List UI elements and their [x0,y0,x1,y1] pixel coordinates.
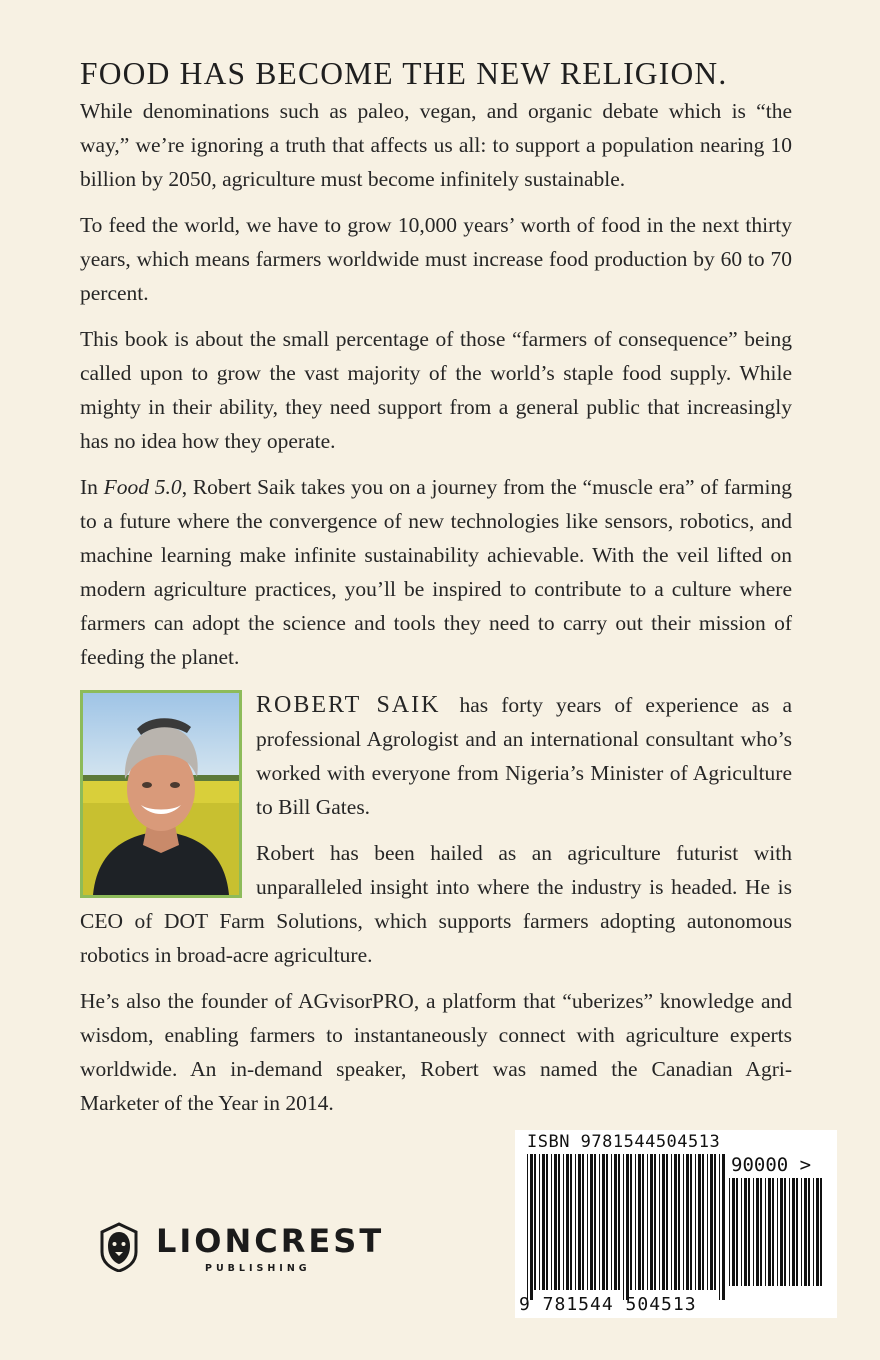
barcode-bar [635,1154,636,1290]
barcode-bar [611,1154,612,1290]
barcode-bar [714,1154,716,1290]
lion-head-icon [98,1222,140,1272]
author-bio-career: Robert has been hailed as an agriculture futurist with unparalleled insight into where the industry is headed. He is CEO of DOT Farm Solutions, which supports farmers adopting autonomous robotics in broad-acre agriculture. [80,841,792,967]
barcode-bar [575,1154,576,1290]
barcode-bar [671,1154,672,1290]
barcode-bar [539,1154,540,1290]
barcode-bar [623,1154,624,1300]
barcode-bar [554,1154,557,1290]
author-bio [80,688,792,1120]
barcode-bar [530,1154,533,1300]
barcode-bar [772,1178,774,1286]
barcode-bar [686,1154,689,1290]
barcode-bar [796,1178,798,1286]
barcode-bar [602,1154,605,1290]
barcode-bar [674,1154,677,1290]
summary-text: , Robert Saik takes you on a journey from the “muscle era” of farming to a future where the convergence of new technologies like sensors, robotics, and machine learning make infinite sustainability achievable. With the veil lifted on modern agriculture practices, you’ll be inspired to contribute to a culture where farmers can adopt the science and tools they need to carry out their mission of feeding the planet. [80,475,792,669]
barcode-bar [546,1154,548,1290]
paragraph-feed-world: To feed the world, we have to grow 10,000 years’ worth of food in the next thirty years, which means farmers worldwide must increase food production by 60 to 70 percent. [80,213,792,305]
barcode-bar [578,1154,581,1290]
barcode-bar [760,1178,762,1286]
barcode-bar [590,1154,593,1290]
barcode-bar [570,1154,572,1290]
price-code: 90000 > [731,1154,812,1176]
isbn-label: ISBN 9781544504513 [527,1132,721,1152]
barcode-bar [662,1154,665,1290]
barcode-bar [582,1154,584,1290]
cover-text [80,52,792,1132]
barcode-bar [813,1178,814,1286]
barcode-bar [756,1178,759,1286]
barcode-bar [777,1178,778,1286]
barcode-bar [719,1154,720,1300]
barcode-bar [542,1154,545,1290]
barcode-bar [626,1154,629,1300]
barcode-bar [816,1178,819,1286]
barcode-bar [527,1154,528,1300]
barcode-bar [614,1154,617,1290]
barcode-bar [808,1178,810,1286]
headline: FOOD HAS BECOME THE NEW RELIGION. [80,56,728,91]
paragraph-book-summary [80,470,792,674]
barcode-bar [551,1154,552,1290]
author-photo [80,690,242,898]
barcode-bar [789,1178,790,1286]
barcode-main-bars [527,1154,725,1300]
barcode-bar [804,1178,807,1286]
barcode-bar [659,1154,660,1290]
publisher-logo [98,1222,398,1282]
barcode-bar [690,1154,692,1290]
summary-prefix: In [80,475,104,499]
barcode-bar [784,1178,786,1286]
publisher-subtitle: PUBLISHING [205,1263,311,1274]
barcode-bar [638,1154,641,1290]
barcode-bar [768,1178,771,1286]
barcode-bar [654,1154,656,1290]
barcode-bar [732,1178,735,1286]
barcode-bar [630,1154,632,1290]
barcode-bar [741,1178,742,1286]
barcode-bar [678,1154,680,1290]
barcode-bar [606,1154,608,1290]
book-title: Food 5.0 [103,475,182,499]
barcode-bar [744,1178,747,1286]
paragraph-intro: While denominations such as paleo, vegan, and organic debate which is “the way,” we’re ignoring a truth that affects us all: to support a population nearing 10 billion by 2050, agriculture must become infinitely sustainable. [80,99,792,191]
barcode-bar [753,1178,754,1286]
barcode-digits: 9 781544 504513 [519,1294,697,1315]
paragraph-farmers: This book is about the small percentage of those “farmers of consequence” being called upon to grow the vast majority of the world’s staple food supply. While mighty in their ability, they need support from a general public that increasingly has no idea how they operate. [80,327,792,453]
author-bio-text: has forty years of experience as a professional Agrologist and an international consultant who’s worked with everyone from Nigeria’s Minister of Agriculture to Bill Gates. [256,693,792,819]
barcode-bar [736,1178,738,1286]
barcode-bar [820,1178,822,1286]
barcode-bar [792,1178,795,1286]
barcode-bar [594,1154,596,1290]
isbn-barcode [515,1130,837,1318]
publisher-name: LIONCREST [156,1222,385,1260]
barcode-bar [534,1154,536,1290]
barcode-bar [666,1154,668,1290]
barcode-bar [566,1154,569,1290]
barcode-bar [618,1154,620,1290]
barcode-bar [765,1178,766,1286]
barcode-addon-bars [729,1178,825,1296]
barcode-bar [642,1154,644,1290]
barcode-bar [801,1178,802,1286]
author-name: ROBERT SAIK [256,692,441,718]
barcode-bar [695,1154,696,1290]
barcode-bar [599,1154,600,1290]
barcode-bar [698,1154,701,1290]
barcode-bar [722,1154,725,1300]
barcode-bar [650,1154,653,1290]
barcode-bar [707,1154,708,1290]
barcode-bar [587,1154,588,1290]
barcode-bar [710,1154,713,1290]
barcode-bar [647,1154,648,1290]
barcode-bar [748,1178,750,1286]
barcode-bar [558,1154,560,1290]
barcode-bar [729,1178,730,1286]
barcode-bar [780,1178,783,1286]
author-bio-agvisor: He’s also the founder of AGvisorPRO, a platform that “uberizes” knowledge and wisdom, enabling farmers to instantaneously connect with agriculture experts worldwide. An in-demand speaker, Robert was named the Canadian Agri-Marketer of the Year in 2014. [80,989,792,1115]
barcode-bar [702,1154,704,1290]
barcode-bar [563,1154,564,1290]
barcode-bar [683,1154,684,1290]
